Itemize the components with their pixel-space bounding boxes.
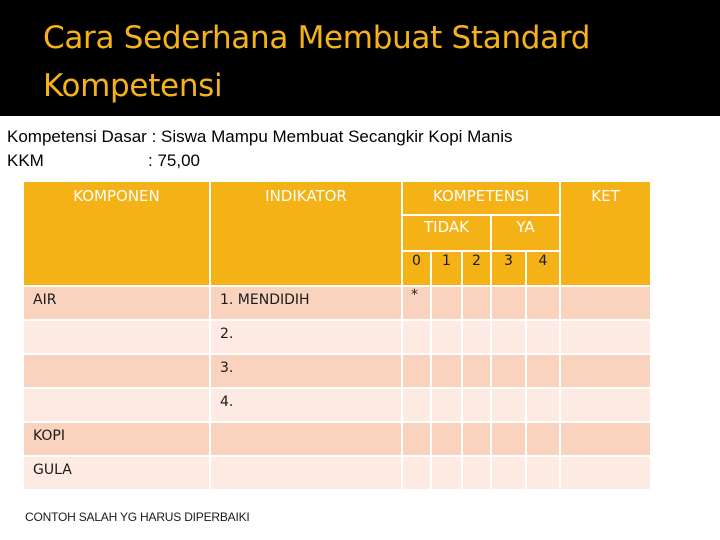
table-row: [23, 456, 651, 490]
mark-cell: [491, 320, 526, 354]
mark-cell: [431, 320, 462, 354]
mark-cell: [431, 422, 462, 456]
header-tidak: TIDAK: [402, 215, 491, 251]
table-row: [23, 422, 651, 456]
kkm-value: : 75,00: [148, 151, 200, 170]
komponen-cell: KOPI: [23, 422, 210, 456]
header-indikator: INDIKATOR: [210, 181, 402, 286]
mark-cell: [402, 456, 431, 490]
score-header-3: 3: [491, 251, 526, 286]
mark-cell: [526, 354, 560, 388]
mark-cell: [402, 388, 431, 422]
mark-cell: [431, 388, 462, 422]
header-ket: KET: [560, 181, 651, 286]
komponen-cell: AIR: [23, 286, 210, 320]
mark-cell: [402, 422, 431, 456]
mark-cell: [491, 286, 526, 320]
title-bar: [0, 0, 720, 116]
mark-cell: [431, 456, 462, 490]
komponen-cell: [23, 388, 210, 422]
mark-cell: [462, 286, 491, 320]
header-kompetensi: KOMPETENSI: [402, 181, 560, 215]
indikator-cell: [210, 456, 402, 490]
mark-cell: [462, 388, 491, 422]
mark-cell: [431, 286, 462, 320]
mark-cell: [526, 422, 560, 456]
table-row: [23, 286, 651, 320]
ket-cell: [560, 422, 651, 456]
mark-cell: [491, 388, 526, 422]
mark-cell: [402, 354, 431, 388]
indikator-cell: 4.: [210, 388, 402, 422]
komponen-cell: GULA: [23, 456, 210, 490]
score-header-1: 1: [431, 251, 462, 286]
ket-cell: [560, 286, 651, 320]
table-row: [23, 320, 651, 354]
ket-cell: [560, 320, 651, 354]
mark-cell: [491, 354, 526, 388]
indikator-cell: 3.: [210, 354, 402, 388]
indikator-cell: [210, 422, 402, 456]
mark-cell: [462, 456, 491, 490]
score-header-4: 4: [526, 251, 560, 286]
footer-note: CONTOH SALAH YG HARUS DIPERBAIKI: [25, 510, 250, 524]
indikator-cell: 1. MENDIDIH: [210, 286, 402, 320]
ket-cell: [560, 456, 651, 490]
table-row: [23, 354, 651, 388]
header-komponen: KOMPONEN: [23, 181, 210, 286]
indikator-cell: 2.: [210, 320, 402, 354]
page-title: Cara Sederhana Membuat Standard Kompetensi: [43, 20, 591, 104]
mark-cell: [491, 422, 526, 456]
kompetensi-dasar-text: Kompetensi Dasar : Siswa Mampu Membuat Secangkir Kopi Manis: [7, 127, 513, 146]
mark-cell: [526, 286, 560, 320]
mark-cell: [462, 422, 491, 456]
mark-cell: *: [402, 286, 431, 320]
mark-cell: [402, 320, 431, 354]
ket-cell: [560, 388, 651, 422]
mark-cell: [526, 388, 560, 422]
table-row: [23, 388, 651, 422]
komponen-cell: [23, 354, 210, 388]
score-header-2: 2: [462, 251, 491, 286]
header-ya: YA: [491, 215, 560, 251]
competency-table: [22, 180, 652, 491]
mark-cell: [526, 320, 560, 354]
mark-cell: [491, 456, 526, 490]
mark-cell: [431, 354, 462, 388]
komponen-cell: [23, 320, 210, 354]
score-header-0: 0: [402, 251, 431, 286]
ket-cell: [560, 354, 651, 388]
mark-cell: [462, 354, 491, 388]
kkm-label: KKM: [7, 151, 44, 170]
mark-cell: [526, 456, 560, 490]
mark-cell: [462, 320, 491, 354]
